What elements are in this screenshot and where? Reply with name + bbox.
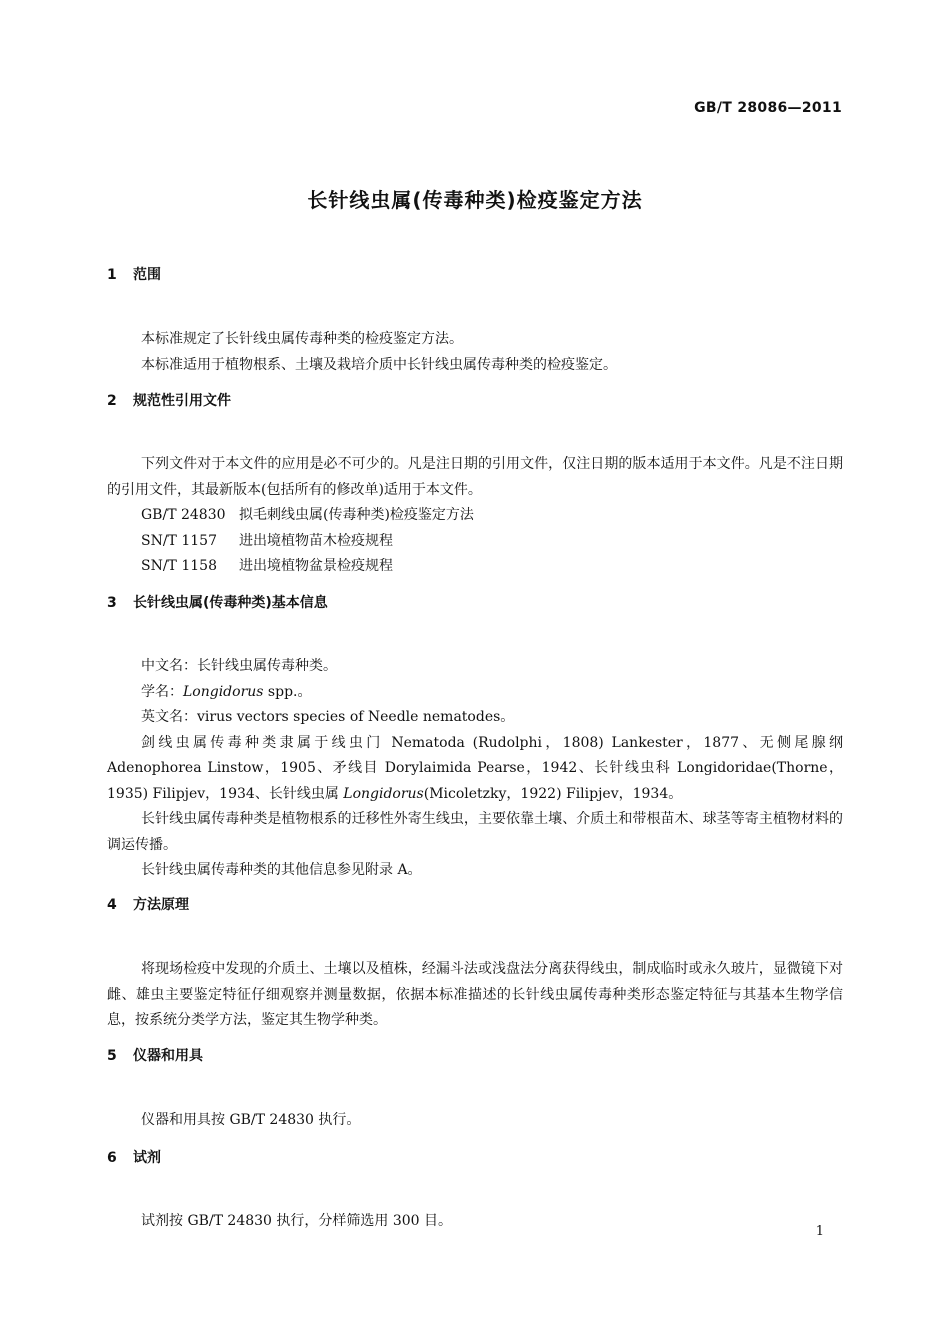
- reference-code: SN/T 1158: [141, 558, 217, 574]
- section-heading: [107, 1046, 843, 1066]
- section-title: 仪器和用具: [133, 1048, 203, 1064]
- section-number: 6: [107, 1150, 117, 1166]
- paragraph: 仪器和用具按 GB/T 24830 执行。: [141, 1112, 361, 1128]
- document-title: 长针线虫属(传毒种类)检疫鉴定方法: [307, 188, 643, 212]
- other-info-paragraph: 长针线虫属传毒种类的其他信息参见附录 A。: [141, 862, 422, 878]
- section-title: 方法原理: [133, 897, 189, 913]
- reference-item: [107, 554, 843, 580]
- paragraph: 本标准规定了长针线虫属传毒种类的检疫鉴定方法。: [141, 331, 463, 347]
- paragraph: 本标准适用于植物根系、土壤及栽培介质中长针线虫属传毒种类的检疫鉴定。: [141, 356, 617, 373]
- taxonomy-genus: Longidorus: [343, 785, 424, 802]
- reference-item: [107, 503, 843, 529]
- spread-paragraph: 长针线虫属传毒种类是植物根系的迁移性外寄生线虫，主要依靠土壤、介质土和带根苗木、球茎等寄主植物材料的调运传播。: [107, 811, 843, 853]
- section-method-principle: [107, 895, 843, 1034]
- paragraph: 将现场检疫中发现的介质土、土壤以及植株，经漏斗法或浅盘法分离获得线虫，制成临时或永久玻片，显微镜下对雌、雄虫主要鉴定特征仔细观察并测量数据，依据本标准描述的长针线虫属传毒种类形态鉴定特征与其基本生物学信息，按系统分类学方法，鉴定其生物学种类。: [107, 961, 843, 1028]
- section-basic-information: [107, 593, 843, 884]
- paragraph: 下列文件对于本文件的应用是必不可少的。凡是注日期的引用文件，仅注日期的版本适用于本文件。凡是不注日期的引用文件，其最新版本(包括所有的修改单)适用于本文件。: [107, 456, 843, 498]
- standard-code: GB/T 28086—2011: [694, 100, 842, 116]
- reference-code: SN/T 1157: [141, 532, 217, 549]
- section-title: 试剂: [133, 1150, 161, 1166]
- section-heading: [107, 593, 843, 613]
- scientific-name: [107, 680, 843, 706]
- scientific-name-label: 学名：: [141, 683, 183, 700]
- section-number: 3: [107, 595, 117, 611]
- reference-code: GB/T 24830: [141, 507, 226, 523]
- section-apparatus: [107, 1046, 843, 1134]
- section-number: 1: [107, 267, 117, 283]
- section-title: 长针线虫属(传毒种类)基本信息: [133, 595, 328, 611]
- scientific-name-genus: Longidorus: [183, 683, 264, 700]
- reference-title: 拟毛刺线虫属(传毒种类)检疫鉴定方法: [239, 507, 474, 523]
- section-heading: [107, 895, 843, 915]
- english-name: 英文名：virus vectors species of Needle nematodes。: [141, 709, 515, 725]
- section-title: 范围: [133, 267, 161, 283]
- section-normative-references: [107, 391, 843, 580]
- section-scope: [107, 265, 843, 378]
- section-number: 5: [107, 1048, 117, 1064]
- reference-title: 进出境植物盆景检疫规程: [239, 558, 393, 574]
- section-number: 2: [107, 393, 117, 409]
- reference-title: 进出境植物苗木检疫规程: [239, 532, 393, 549]
- scientific-name-suffix: spp.。: [263, 683, 312, 700]
- taxonomy-text-end: (Micoletzky，1922) Filipjev，1934。: [423, 785, 683, 802]
- section-heading: [107, 1148, 843, 1168]
- section-heading: [107, 391, 843, 411]
- page-number: 1: [815, 1224, 824, 1239]
- section-reagents: [107, 1148, 843, 1235]
- chinese-name: 中文名：长针线虫属传毒种类。: [141, 658, 337, 674]
- taxonomy-text: 剑线虫属传毒种类隶属于线虫门 Nematoda (Rudolphi，1808) Lankester，1877、无侧尾腺纲 Adenophorea Linstow，1905、矛线目 Dorylaimida Pearse，1942、长针线虫科 Longidoridae(Thorne，1935) Filipjev，1934、长针线虫属: [107, 734, 843, 802]
- reference-item: [107, 529, 843, 555]
- section-heading: [107, 265, 843, 285]
- section-title: 规范性引用文件: [133, 393, 231, 409]
- taxonomy-paragraph: [107, 731, 843, 808]
- section-number: 4: [107, 897, 117, 913]
- paragraph: 试剂按 GB/T 24830 执行，分样筛选用 300 目。: [141, 1213, 453, 1229]
